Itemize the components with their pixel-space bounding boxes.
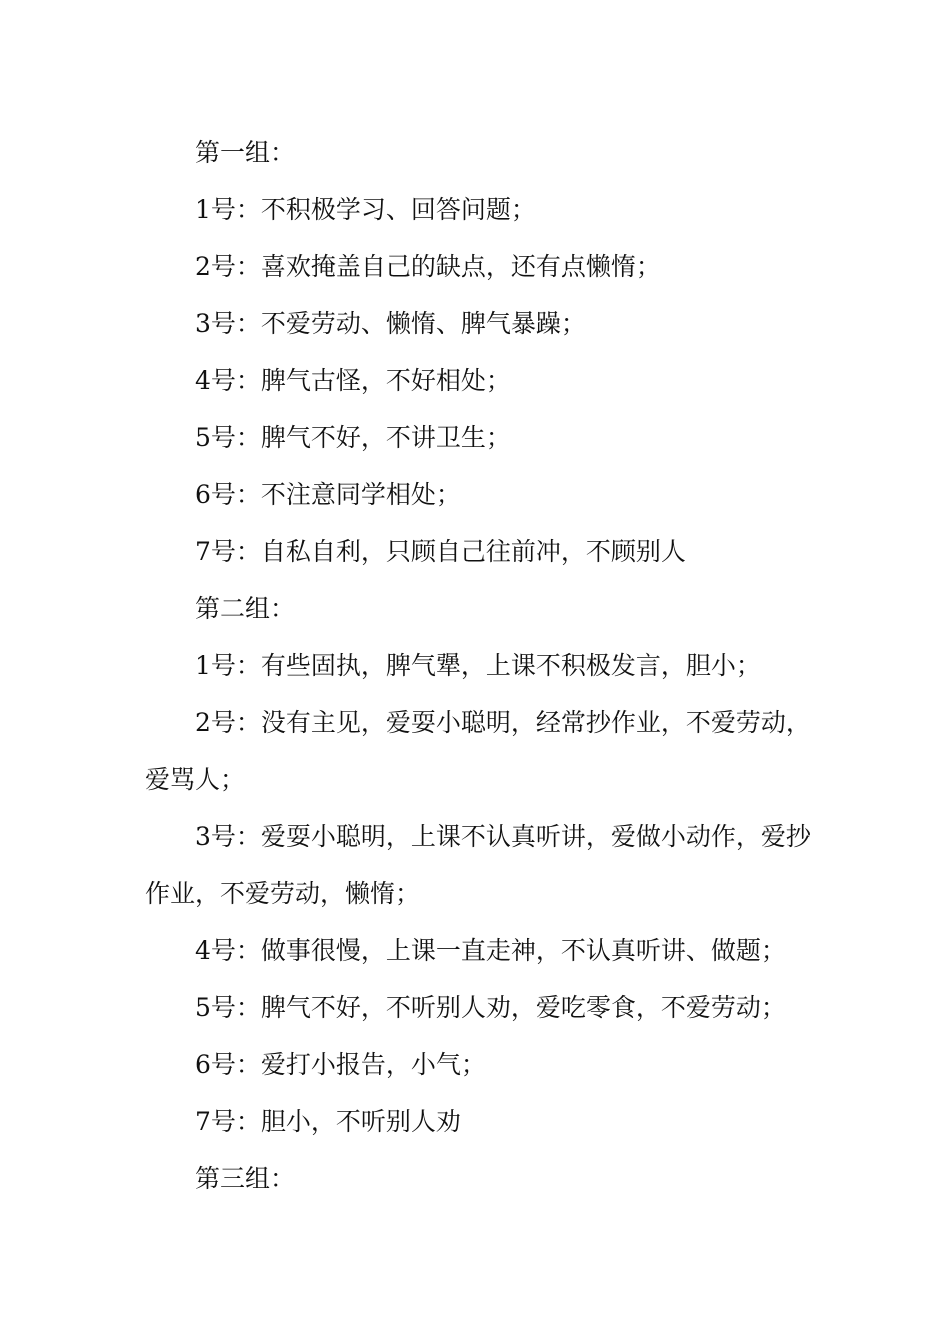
group-1-item-4: 4号：脾气古怪，不好相处； — [195, 366, 511, 395]
group-2-item-2: 2号：没有主见，爱耍小聪明，经常抄作业，不爱劳动，爱骂人； — [145, 708, 811, 794]
group-1-item-2: 2号：喜欢掩盖自己的缺点，还有点懒惰； — [195, 252, 661, 281]
group-1-item-6: 6号：不注意同学相处； — [195, 480, 461, 509]
group-1-item-3: 3号：不爱劳动、懒惰、脾气暴躁； — [195, 309, 586, 338]
group-1-item-7: 7号：自私自利，只顾自己往前冲，不顾别人 — [195, 537, 686, 566]
group-2-item-4: 4号：做事很慢，上课一直走神，不认真听讲、做题； — [195, 936, 786, 965]
group-2-item-7: 7号：胆小，不听别人劝 — [195, 1107, 461, 1136]
group-2-item-6: 6号：爱打小报告，小气； — [195, 1050, 486, 1079]
group-1-heading: 第一组： — [195, 138, 296, 167]
group-3-heading: 第三组： — [195, 1164, 296, 1193]
group-2-item-5: 5号：脾气不好，不听别人劝，爱吃零食，不爱劳动； — [195, 993, 786, 1022]
group-1-item-1: 1号：不积极学习、回答问题； — [195, 195, 536, 224]
group-2-item-1: 1号：有些固执，脾气犟，上课不积极发言，胆小； — [195, 651, 761, 680]
group-2-heading: 第二组： — [195, 594, 296, 623]
group-2-item-3: 3号：爱耍小聪明，上课不认真听讲，爱做小动作，爱抄作业，不爱劳动，懒惰； — [145, 822, 811, 908]
group-1-item-5: 5号：脾气不好，不讲卫生； — [195, 423, 511, 452]
